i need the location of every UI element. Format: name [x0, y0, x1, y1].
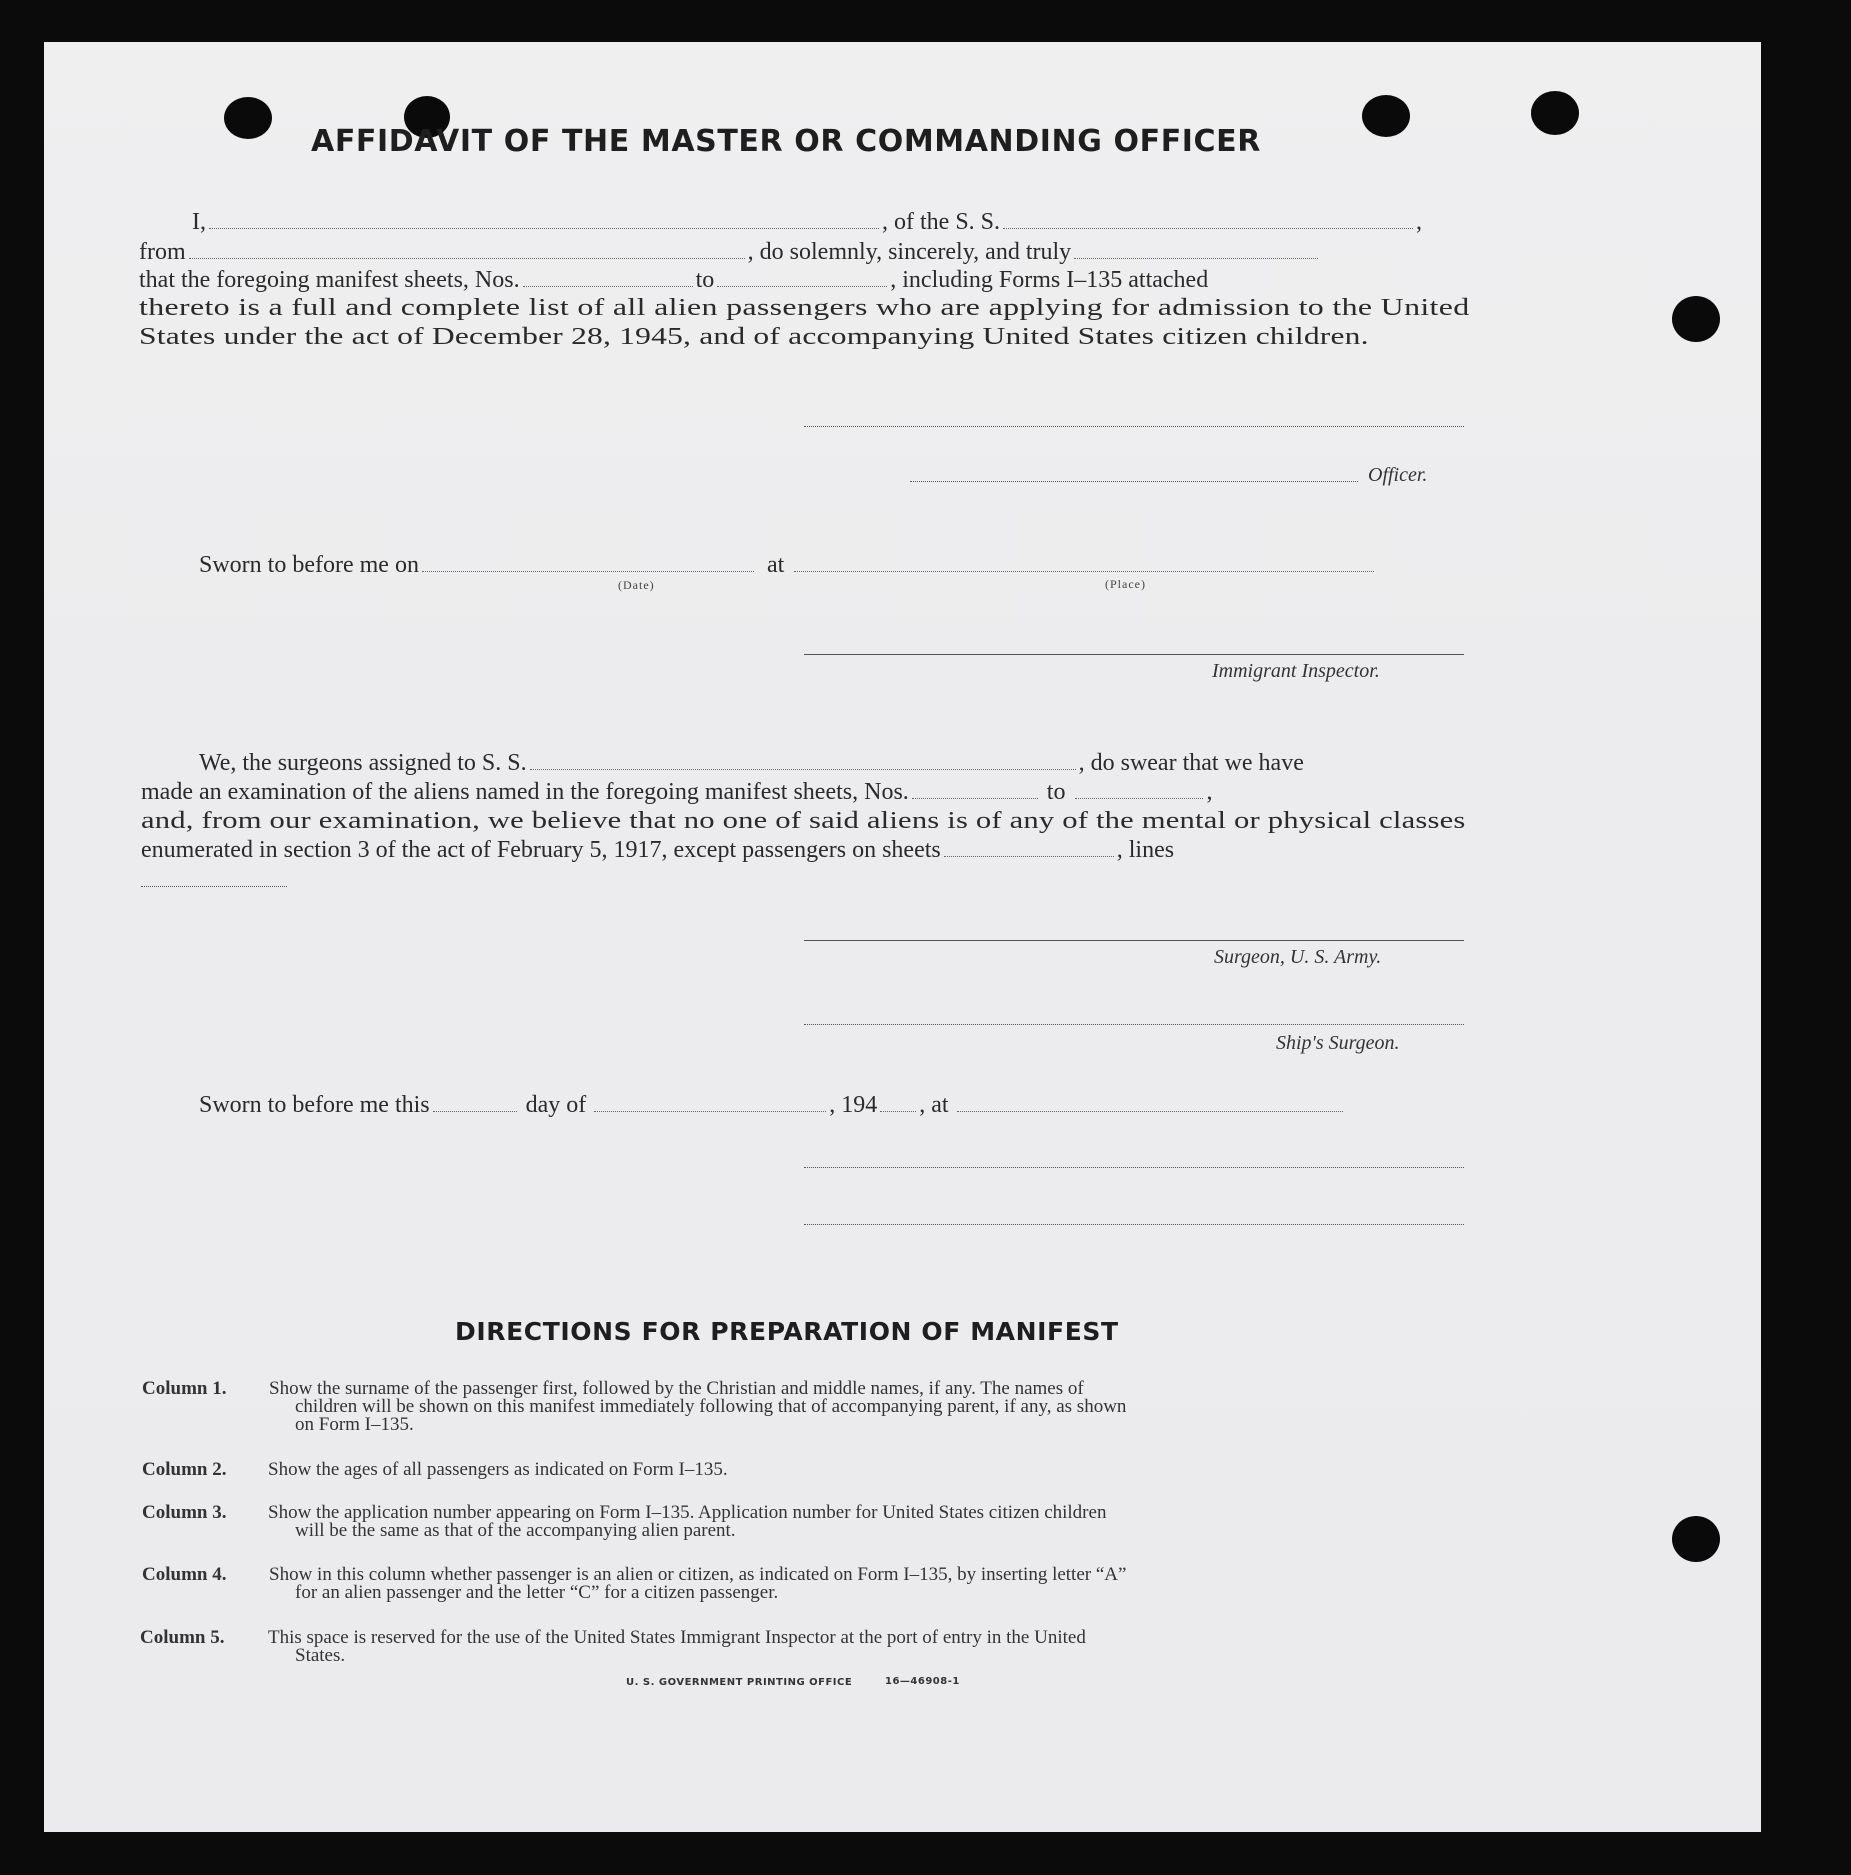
signature-line[interactable]: [804, 1224, 1464, 1225]
text: enumerated in section 3 of the act of February 5, 1917, except passengers on sheets: [141, 837, 941, 863]
affidavit-line-4: thereto is a full and complete list of all alien passengers who are applying for admission to the United: [139, 295, 1470, 321]
text: , lines: [1116, 837, 1175, 863]
day-blank[interactable]: [433, 1110, 517, 1112]
surgeon-sheet-to-blank[interactable]: [1075, 797, 1203, 799]
text: , of the S. S.: [882, 209, 1001, 235]
ship-surgeon-signature-line[interactable]: [804, 1024, 1464, 1025]
affidavit-line-2: [139, 237, 1321, 267]
surgeon-sheet-from-blank[interactable]: [912, 797, 1038, 799]
punch-hole: [1672, 296, 1720, 342]
column-3-line: will be the same as that of the accompanying alien parent.: [295, 1520, 736, 1541]
text: that the foregoing manifest sheets, Nos.: [139, 267, 520, 293]
sheet-to-blank[interactable]: [717, 285, 887, 287]
text: , 194: [829, 1092, 878, 1118]
text: made an examination of the aliens named in the foregoing manifest sheets, Nos.: [141, 779, 909, 805]
text: ,: [1206, 779, 1213, 805]
text: , do swear that we have: [1078, 750, 1304, 776]
army-surgeon-caption: Surgeon, U. S. Army.: [1214, 946, 1382, 968]
punch-hole: [1362, 95, 1410, 137]
ship-name-blank[interactable]: [530, 768, 1076, 770]
text: I,: [192, 209, 206, 235]
sworn-line-2: [199, 1090, 1346, 1120]
signature-line[interactable]: [804, 1167, 1464, 1168]
year-blank[interactable]: [880, 1110, 916, 1112]
text: to: [1046, 779, 1066, 805]
army-surgeon-signature-line[interactable]: [804, 940, 1464, 941]
declare-blank[interactable]: [1074, 257, 1318, 259]
column-2-line: Show the ages of all passengers as indicated on Form I–135.: [268, 1459, 728, 1480]
punch-hole: [1531, 91, 1579, 135]
directions-title: DIRECTIONS FOR PREPARATION OF MANIFEST: [455, 1317, 1119, 1346]
text: We, the surgeons assigned to S. S.: [199, 750, 527, 776]
surgeons-line-2: [141, 777, 1212, 807]
column-1-line: on Form I–135.: [295, 1414, 414, 1435]
date-caption: (Date): [618, 578, 655, 592]
text: at: [766, 552, 785, 578]
form-code: 16—46908-1: [885, 1676, 960, 1687]
column-1-label: Column 1.: [142, 1378, 227, 1399]
name-blank[interactable]: [209, 227, 879, 229]
officer-caption: Officer.: [1368, 464, 1428, 486]
text: to: [695, 267, 715, 293]
place-caption: (Place): [1105, 577, 1146, 591]
signature-line[interactable]: [804, 426, 1464, 427]
column-5-line: States.: [295, 1645, 346, 1666]
text: , including Forms I–135 attached: [890, 267, 1209, 293]
column-3-line: Show the application number appearing on Form I–135. Application number for United States citizen children: [268, 1502, 1107, 1523]
place-blank[interactable]: [794, 570, 1374, 572]
affidavit-line-5: States under the act of December 28, 1945, and of accompanying United States citizen children.: [139, 324, 1369, 350]
column-5-line: This space is reserved for the use of the United States Immigrant Inspector at the port of entry in the United: [268, 1627, 1086, 1648]
punch-hole: [1672, 1516, 1720, 1562]
affidavit-line-3: [139, 265, 1208, 295]
text: day of: [525, 1092, 587, 1118]
surgeons-line-1: [199, 748, 1304, 778]
except-sheets-blank[interactable]: [944, 855, 1114, 857]
sheet-from-blank[interactable]: [523, 285, 693, 287]
inspector-caption: Immigrant Inspector.: [1212, 660, 1380, 682]
affidavit-line-1: [192, 207, 1422, 237]
inspector-signature-line[interactable]: [804, 654, 1464, 655]
column-4-label: Column 4.: [142, 1564, 227, 1585]
text: Sworn to before me this: [199, 1092, 430, 1118]
column-5-label: Column 5.: [140, 1627, 225, 1648]
text: ,: [1416, 209, 1423, 235]
text: Sworn to before me on: [199, 552, 419, 578]
surgeons-line-3: and, from our examination, we believe that no one of said aliens is of any of the mental or physical classes: [141, 808, 1466, 834]
punch-hole: [224, 97, 272, 139]
sworn-line-1: [199, 550, 1377, 580]
printer-imprint: U. S. GOVERNMENT PRINTING OFFICE: [626, 1677, 853, 1688]
column-1-line: Show the surname of the passenger first, followed by the Christian and middle names, if any. The names of: [269, 1378, 1084, 1399]
column-3-label: Column 3.: [142, 1502, 227, 1523]
column-4-line: Show in this column whether passenger is an alien or citizen, as indicated on Form I–135, by inserting letter “A”: [269, 1564, 1127, 1585]
officer-signature-line[interactable]: [910, 481, 1358, 482]
place-blank-2[interactable]: [957, 1110, 1343, 1112]
column-4-line: for an alien passenger and the letter “C” for a citizen passenger.: [295, 1582, 779, 1603]
text: from: [139, 239, 186, 265]
month-blank[interactable]: [594, 1110, 826, 1112]
column-1-line: children will be shown on this manifest immediately following that of accompanying parent, if any, as shown: [295, 1396, 1127, 1417]
from-blank[interactable]: [189, 257, 745, 259]
ship-surgeon-caption: Ship's Surgeon.: [1276, 1032, 1400, 1054]
lines-blank[interactable]: [141, 886, 287, 887]
ship-blank[interactable]: [1003, 227, 1413, 229]
date-blank[interactable]: [422, 570, 754, 572]
column-2-label: Column 2.: [142, 1459, 227, 1480]
affidavit-title: AFFIDAVIT OF THE MASTER OR COMMANDING OFFICER: [311, 124, 1261, 159]
surgeons-line-4: [141, 835, 1174, 865]
text: , at: [919, 1092, 949, 1118]
text: , do solemnly, sincerely, and truly: [747, 239, 1072, 265]
